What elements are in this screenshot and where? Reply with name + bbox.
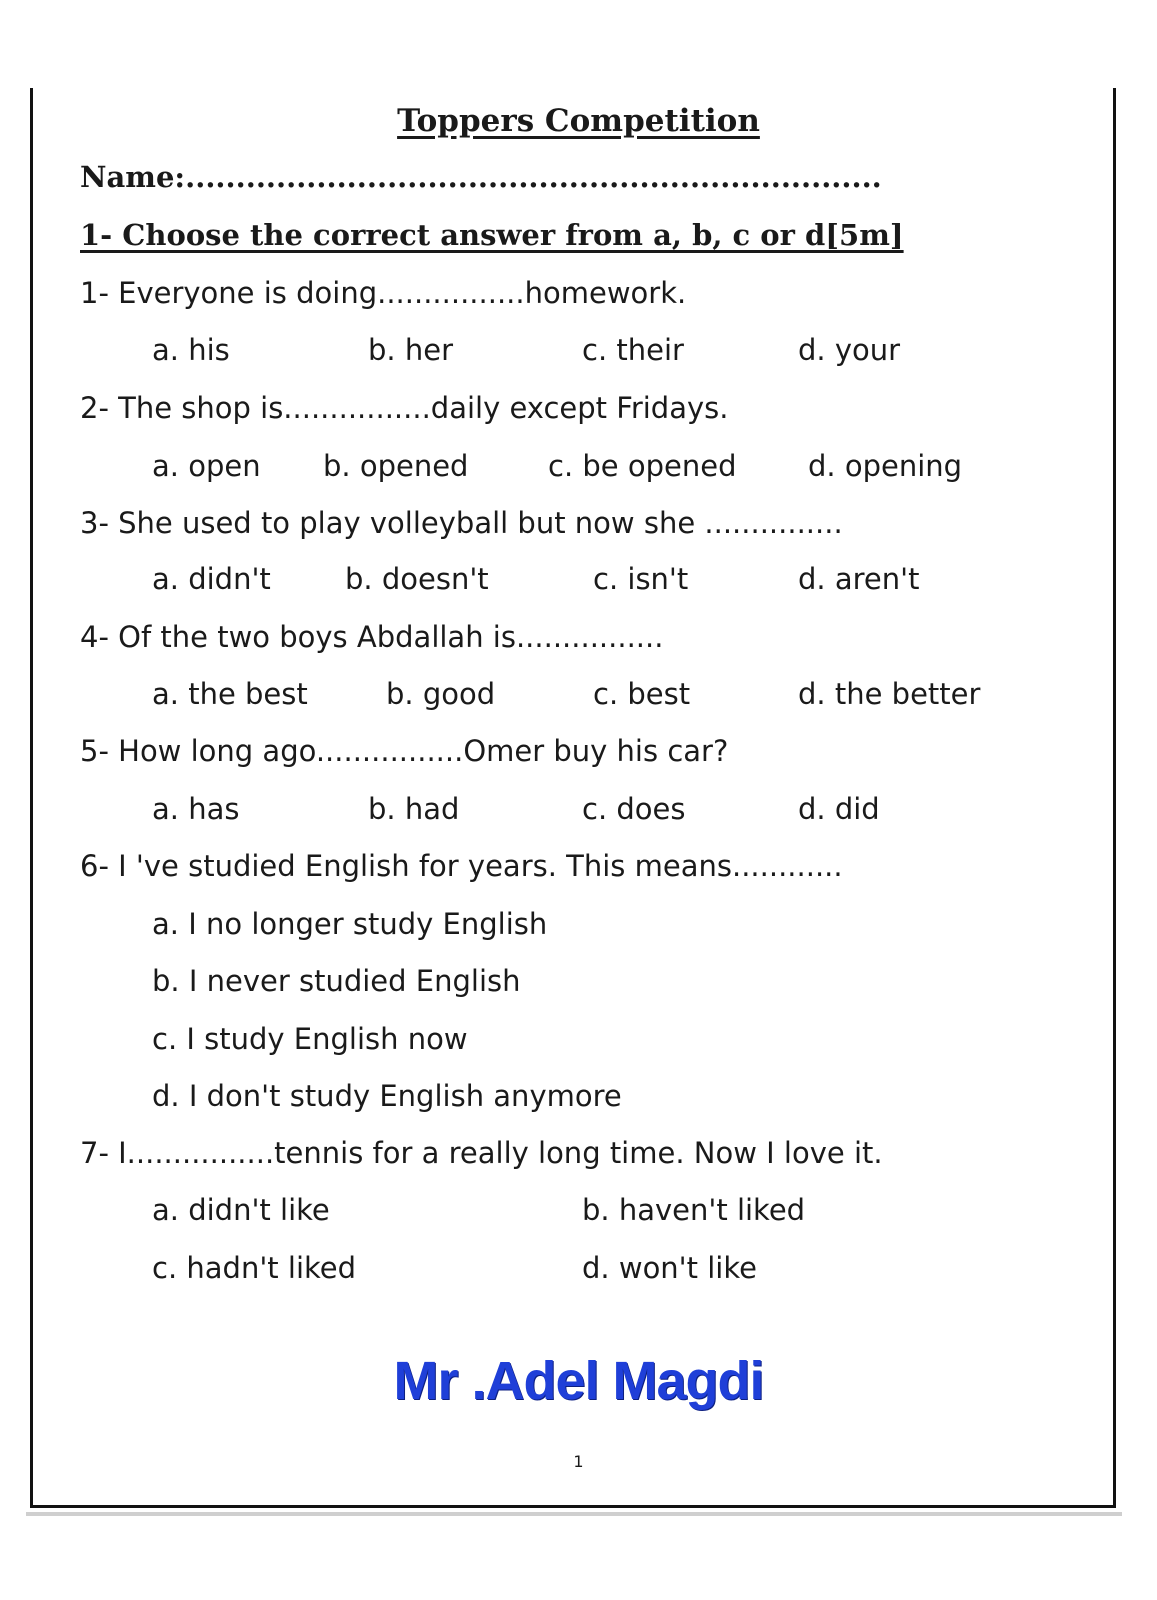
question-6-option-a: a. I no longer study English <box>152 907 548 941</box>
page-number: 1 <box>573 1452 584 1471</box>
question-1: 1- Everyone is doing................homework. <box>80 276 687 310</box>
question-4-option-a: a. the best <box>152 677 308 711</box>
question-5-option-b: b. had <box>368 792 460 826</box>
question-5-option-c: c. does <box>582 792 686 826</box>
teacher-signature: Mr .Adel Magdi <box>393 1351 764 1411</box>
instruction-heading: 1- Choose the correct answer from a, b, c or d[5m] <box>80 218 904 252</box>
question-7-option-d: d. won't like <box>582 1251 757 1285</box>
name-field: Name:..................................................................... <box>80 160 882 194</box>
question-3-option-a: a. didn't <box>152 562 271 596</box>
question-4-option-c: c. best <box>593 677 691 711</box>
question-3-option-d: d. aren't <box>798 562 920 596</box>
question-4: 4- Of the two boys Abdallah is................ <box>80 620 664 654</box>
question-3-option-c: c. isn't <box>593 562 689 596</box>
question-2-option-b: b. opened <box>323 449 469 483</box>
question-2-option-a: a. open <box>152 449 261 483</box>
question-7-option-c: c. hadn't liked <box>152 1251 357 1285</box>
question-7-option-a: a. didn't like <box>152 1193 330 1227</box>
question-2-option-d: d. opening <box>808 449 963 483</box>
question-6-option-c: c. I study English now <box>152 1022 468 1056</box>
question-1-option-d: d. your <box>798 333 901 367</box>
question-6-option-d: d. I don't study English anymore <box>152 1079 622 1113</box>
question-3: 3- She used to play volleyball but now she ............... <box>80 506 843 540</box>
question-5-option-a: a. has <box>152 792 240 826</box>
question-1-option-c: c. their <box>582 333 684 367</box>
question-2-option-c: c. be opened <box>548 449 737 483</box>
question-6-option-b: b. I never studied English <box>152 964 521 998</box>
question-1-option-b: b. her <box>368 333 453 367</box>
question-1-option-a: a. his <box>152 333 230 367</box>
page-bottom-shadow <box>26 1512 1122 1516</box>
question-4-option-b: b. good <box>386 677 496 711</box>
question-4-option-d: d. the better <box>798 677 981 711</box>
page-title: Toppers Competition <box>397 103 760 139</box>
question-7-option-b: b. haven't liked <box>582 1193 806 1227</box>
question-7: 7- I................tennis for a really long time. Now I love it. <box>80 1136 883 1170</box>
question-6: 6- I 've studied English for years. This means............ <box>80 849 843 883</box>
question-3-option-b: b. doesn't <box>345 562 489 596</box>
question-5: 5- How long ago................Omer buy his car? <box>80 734 729 768</box>
question-5-option-d: d. did <box>798 792 880 826</box>
question-2: 2- The shop is................daily except Fridays. <box>80 391 729 425</box>
